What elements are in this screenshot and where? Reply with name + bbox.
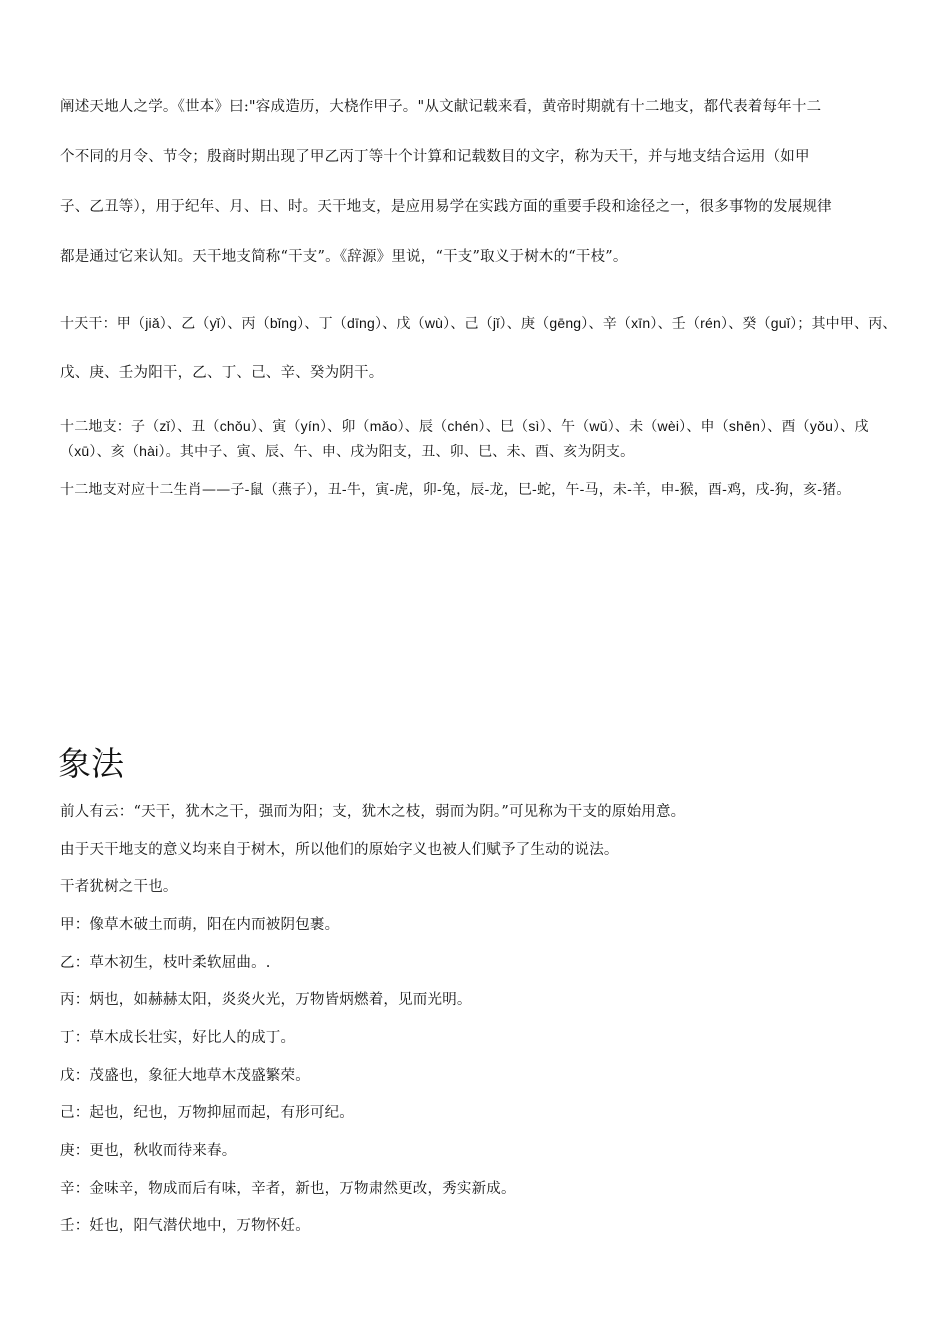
section-heading-xiangfa: 象法 <box>58 744 124 783</box>
xiangfa-line-11: 辛：金味辛，物成而后有味，辛者，新也，万物肃然更改，秀实新成。 <box>60 1181 516 1197</box>
xiangfa-line-1: 前人有云：“天干，犹木之干，强而为阳；支，犹木之枝，弱而为阴。”可见称为干支的原始用意。 <box>60 804 686 820</box>
xiangfa-line-5: 乙：草木初生，枝叶柔软屈曲。. <box>60 955 271 971</box>
intro-line-1: 阐述天地人之学。《世本》曰:"容成造历，大桡作甲子。"从文献记载来看，黄帝时期就有十二地支，都代表着每年十二 <box>60 99 822 115</box>
zodiac-line: 十二地支对应十二生肖——子-鼠（燕子），丑-牛，寅-虎，卯-兔，辰-龙，巳-蛇，午-马，未-羊，申-猴，酉-鸡，戌-狗，亥-猪。 <box>60 482 851 498</box>
xiangfa-line-12: 壬：妊也，阳气潜伏地中，万物怀妊。 <box>60 1218 310 1234</box>
tiangan-line-1: 十天干：甲（jiǎ）、乙（yǐ）、丙（bǐng）、丁（dīng）、戊（wù）、己（jǐ）、庚（gēng）、辛（xīn）、壬（rén）、癸（guǐ）；其中甲、丙、 <box>60 315 897 331</box>
intro-line-2: 个不同的月令、节令；殷商时期出现了甲乙丙丁等十个计算和记载数目的文字，称为天干，并与地支结合运用（如甲 <box>60 149 810 165</box>
intro-line-4: 都是通过它来认知。天干地支简称“干支”。《辞源》里说，“干支”取义于树木的“干枝”。 <box>60 249 628 265</box>
xiangfa-line-6: 丙：炳也，如赫赫太阳，炎炎火光，万物皆炳燃着，见而光明。 <box>60 992 472 1008</box>
xiangfa-line-7: 丁：草木成长壮实，好比人的成丁。 <box>60 1030 296 1046</box>
xiangfa-line-3: 干者犹树之干也。 <box>60 879 178 895</box>
xiangfa-line-9: 己：起也，纪也，万物抑屈而起，有形可纪。 <box>60 1105 354 1121</box>
dizhi-line-2: （xū）、亥（hài）。其中子、寅、辰、午、申、戌为阳支，丑、卯、巳、未、酉、亥为阴支。 <box>60 443 635 459</box>
tiangan-line-2: 戊、庚、壬为阳干，乙、丁、己、辛、癸为阴干。 <box>60 365 384 381</box>
dizhi-line-1: 十二地支：子（zǐ）、丑（chǒu）、寅（yín）、卯（mǎo）、辰（chén）、巳（sì）、午（wǔ）、未（wèi）、申（shēn）、酉（yǒu）、戌 <box>60 418 869 434</box>
xiangfa-line-2: 由于天干地支的意义均来自于树木，所以他们的原始字义也被人们赋予了生动的说法。 <box>60 842 619 858</box>
xiangfa-line-10: 庚：更也，秋收而待来春。 <box>60 1143 237 1159</box>
xiangfa-line-8: 戊：茂盛也，象征大地草木茂盛繁荣。 <box>60 1068 310 1084</box>
xiangfa-line-4: 甲：像草木破土而萌，阳在内而被阴包裹。 <box>60 917 340 933</box>
intro-line-3: 子、乙丑等），用于纪年、月、日、时。天干地支，是应用易学在实践方面的重要手段和途径之一，很多事物的发展规律 <box>60 199 832 215</box>
